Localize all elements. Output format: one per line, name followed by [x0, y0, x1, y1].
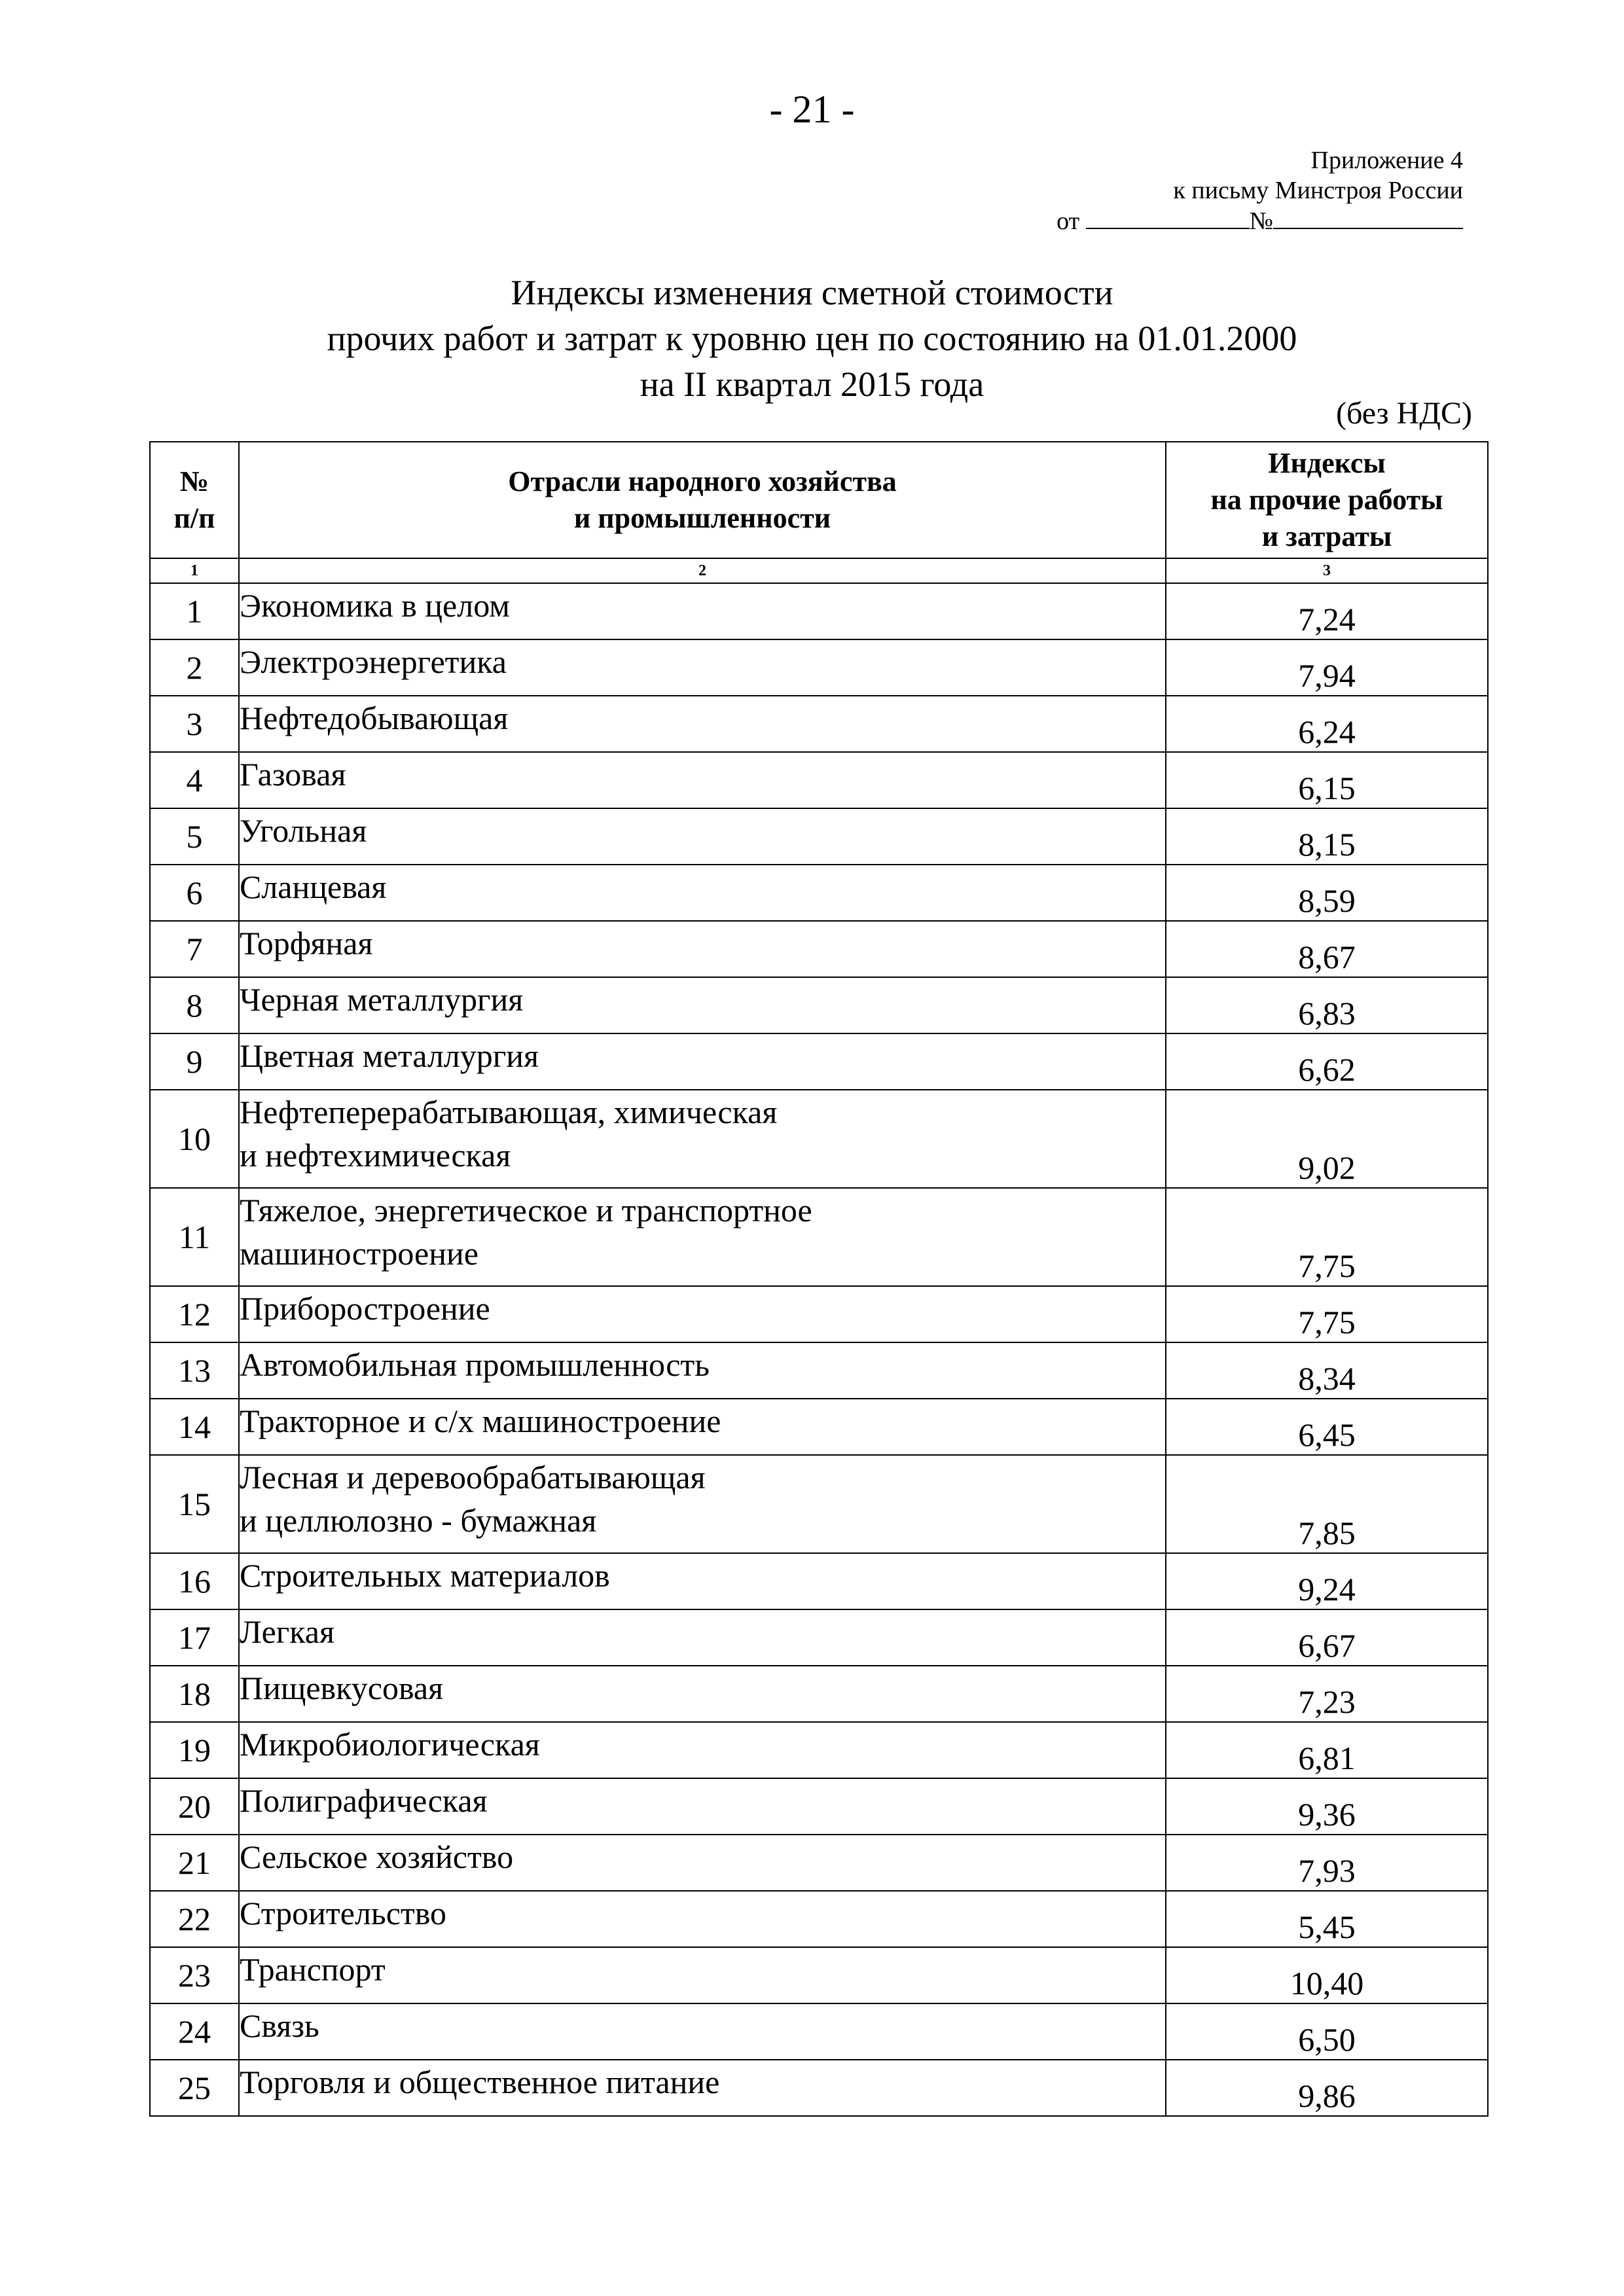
column-number-row — [150, 558, 1488, 583]
industry-name-line: и целлюлозно - бумажная — [240, 1502, 597, 1539]
index-value: 9,36 — [1166, 1778, 1488, 1835]
row-number: 11 — [150, 1188, 239, 1286]
index-value: 9,24 — [1166, 1553, 1488, 1609]
row-number: 5 — [150, 808, 239, 865]
industry-name — [239, 1286, 1166, 1342]
row-number: 14 — [150, 1399, 239, 1455]
index-value: 10,40 — [1166, 1947, 1488, 2003]
index-value: 8,34 — [1166, 1342, 1488, 1399]
appendix-title: Приложение 4 — [1310, 147, 1463, 174]
row-number: 20 — [150, 1778, 239, 1835]
header-index: Индексы на прочие работы и затраты — [1166, 442, 1488, 558]
industry-name — [239, 2060, 1166, 2116]
row-number: 13 — [150, 1342, 239, 1399]
table-row — [150, 1188, 1488, 1286]
header-row — [150, 442, 1488, 558]
index-value: 9,86 — [1166, 2060, 1488, 2116]
column-number: 2 — [239, 558, 1166, 583]
industry-name-line: Микробиологическая — [240, 1726, 540, 1763]
table-row — [150, 1553, 1488, 1609]
industry-name-line: и нефтехимическая — [240, 1137, 511, 1174]
number-blank — [1273, 206, 1463, 229]
industry-name — [239, 2003, 1166, 2060]
table-row — [150, 1342, 1488, 1399]
industry-name-line: Черная металлургия — [240, 981, 524, 1018]
table-row — [150, 1891, 1488, 1947]
table-row — [150, 1609, 1488, 1666]
industry-name-line: Полиграфическая — [240, 1782, 488, 1819]
industry-name — [239, 696, 1166, 752]
industry-name-line: Угольная — [240, 812, 367, 849]
industry-name — [239, 1342, 1166, 1399]
industry-name — [239, 1553, 1166, 1609]
industry-name-line: Приборостроение — [240, 1290, 490, 1327]
industry-name — [239, 1033, 1166, 1090]
row-number: 19 — [150, 1722, 239, 1778]
index-value: 6,81 — [1166, 1722, 1488, 1778]
index-value: 7,75 — [1166, 1286, 1488, 1342]
industry-name-line: Нефтедобывающая — [240, 700, 509, 736]
row-number: 16 — [150, 1553, 239, 1609]
industry-name — [239, 1609, 1166, 1666]
row-number: 7 — [150, 921, 239, 977]
table-row — [150, 1835, 1488, 1891]
row-number: 8 — [150, 977, 239, 1033]
index-value: 6,83 — [1166, 977, 1488, 1033]
document-title — [0, 270, 1624, 407]
table-row — [150, 583, 1488, 639]
appendix-note — [808, 145, 1463, 236]
industry-name-line: Транспорт — [240, 1951, 386, 1988]
index-value: 8,59 — [1166, 865, 1488, 921]
industry-name-line: Строительство — [240, 1895, 447, 1931]
industry-name-line: Цветная металлургия — [240, 1037, 539, 1074]
column-number: 1 — [150, 558, 239, 583]
column-number: 3 — [1166, 558, 1488, 583]
index-value: 8,67 — [1166, 921, 1488, 977]
row-number: 6 — [150, 865, 239, 921]
industry-name — [239, 1891, 1166, 1947]
industry-name-line: Торфяная — [240, 925, 373, 961]
industry-name-line: машиностроение — [240, 1235, 478, 1272]
index-table — [149, 441, 1489, 2117]
date-blank — [1086, 206, 1250, 229]
industry-name-line: Строительных материалов — [240, 1557, 610, 1594]
title-line-3: на II квартал 2015 года — [640, 365, 984, 404]
industry-name-line: Газовая — [240, 756, 346, 793]
industry-name-line: Автомобильная промышленность — [240, 1346, 710, 1383]
industry-name — [239, 752, 1166, 808]
industry-name — [239, 1947, 1166, 2003]
title-line-1: Индексы изменения сметной стоимости — [511, 273, 1113, 312]
industry-name — [239, 1722, 1166, 1778]
index-value: 6,62 — [1166, 1033, 1488, 1090]
index-value: 7,93 — [1166, 1835, 1488, 1891]
industry-name-line: Связь — [240, 2007, 319, 2044]
row-number: 17 — [150, 1609, 239, 1666]
industry-name — [239, 1835, 1166, 1891]
table-row — [150, 752, 1488, 808]
industry-name — [239, 1666, 1166, 1722]
industry-name — [239, 1455, 1166, 1553]
index-value: 6,50 — [1166, 2003, 1488, 2060]
industry-name-line: Торговля и общественное питание — [240, 2064, 720, 2100]
index-value: 9,02 — [1166, 1090, 1488, 1188]
table-row — [150, 2003, 1488, 2060]
industry-name — [239, 583, 1166, 639]
table-row — [150, 1666, 1488, 1722]
table-row — [150, 639, 1488, 696]
table-row — [150, 921, 1488, 977]
number-label: № — [1249, 207, 1273, 235]
table-row — [150, 696, 1488, 752]
industry-name-line: Тяжелое, энергетическое и транспортное — [240, 1192, 812, 1229]
industry-name-line: Лесная и деревообрабатывающая — [240, 1459, 706, 1496]
industry-name — [239, 1778, 1166, 1835]
row-number: 9 — [150, 1033, 239, 1090]
industry-name-line: Электроэнергетика — [240, 643, 507, 680]
index-value: 8,15 — [1166, 808, 1488, 865]
industry-name-line: Экономика в целом — [240, 587, 510, 624]
industry-name-line: Легкая — [240, 1613, 334, 1650]
index-value: 6,15 — [1166, 752, 1488, 808]
row-number: 23 — [150, 1947, 239, 2003]
title-line-2: прочих работ и затрат к уровню цен по состоянию на 01.01.2000 — [327, 319, 1297, 358]
table-row — [150, 1090, 1488, 1188]
industry-name — [239, 639, 1166, 696]
index-value: 6,45 — [1166, 1399, 1488, 1455]
row-number: 22 — [150, 1891, 239, 1947]
row-number: 3 — [150, 696, 239, 752]
industry-name — [239, 865, 1166, 921]
table-row — [150, 1286, 1488, 1342]
appendix-letter-ref: к письму Минстроя России — [1173, 177, 1463, 204]
industry-name — [239, 1090, 1166, 1188]
industry-name-line: Тракторное и с/х машиностроение — [240, 1403, 721, 1439]
table-row — [150, 865, 1488, 921]
table-body — [150, 583, 1488, 2116]
vat-note: (без НДС) — [1335, 396, 1472, 431]
row-number: 2 — [150, 639, 239, 696]
row-number: 18 — [150, 1666, 239, 1722]
from-label: от — [1056, 207, 1080, 235]
industry-name — [239, 1399, 1166, 1455]
table-row — [150, 1033, 1488, 1090]
row-number: 12 — [150, 1286, 239, 1342]
industry-name — [239, 808, 1166, 865]
index-value: 7,24 — [1166, 583, 1488, 639]
appendix-date-number — [808, 206, 1463, 236]
index-value: 7,23 — [1166, 1666, 1488, 1722]
table-row — [150, 1947, 1488, 2003]
index-value: 7,94 — [1166, 639, 1488, 696]
index-value: 5,45 — [1166, 1891, 1488, 1947]
table-row — [150, 2060, 1488, 2116]
industry-name-line: Сельское хозяйство — [240, 1839, 514, 1875]
table-row — [150, 1722, 1488, 1778]
industry-name-line: Нефтеперерабатывающая, химическая — [240, 1094, 778, 1130]
table-row — [150, 808, 1488, 865]
industry-name-line: Пищевкусовая — [240, 1670, 444, 1706]
index-value: 6,24 — [1166, 696, 1488, 752]
row-number: 10 — [150, 1090, 239, 1188]
row-number: 21 — [150, 1835, 239, 1891]
industry-name-line: Сланцевая — [240, 869, 387, 905]
page-number: - 21 - — [769, 88, 855, 131]
row-number: 24 — [150, 2003, 239, 2060]
header-number: № п/п — [150, 442, 239, 558]
table-row — [150, 1455, 1488, 1553]
index-value: 7,85 — [1166, 1455, 1488, 1553]
industry-name — [239, 1188, 1166, 1286]
index-value: 6,67 — [1166, 1609, 1488, 1666]
industry-name — [239, 977, 1166, 1033]
row-number: 4 — [150, 752, 239, 808]
row-number: 15 — [150, 1455, 239, 1553]
row-number: 25 — [150, 2060, 239, 2116]
header-industry: Отрасли народного хозяйства и промышленности — [239, 442, 1166, 558]
table-row — [150, 1399, 1488, 1455]
table-row — [150, 1778, 1488, 1835]
industry-name — [239, 921, 1166, 977]
table-row — [150, 977, 1488, 1033]
row-number: 1 — [150, 583, 239, 639]
index-value: 7,75 — [1166, 1188, 1488, 1286]
